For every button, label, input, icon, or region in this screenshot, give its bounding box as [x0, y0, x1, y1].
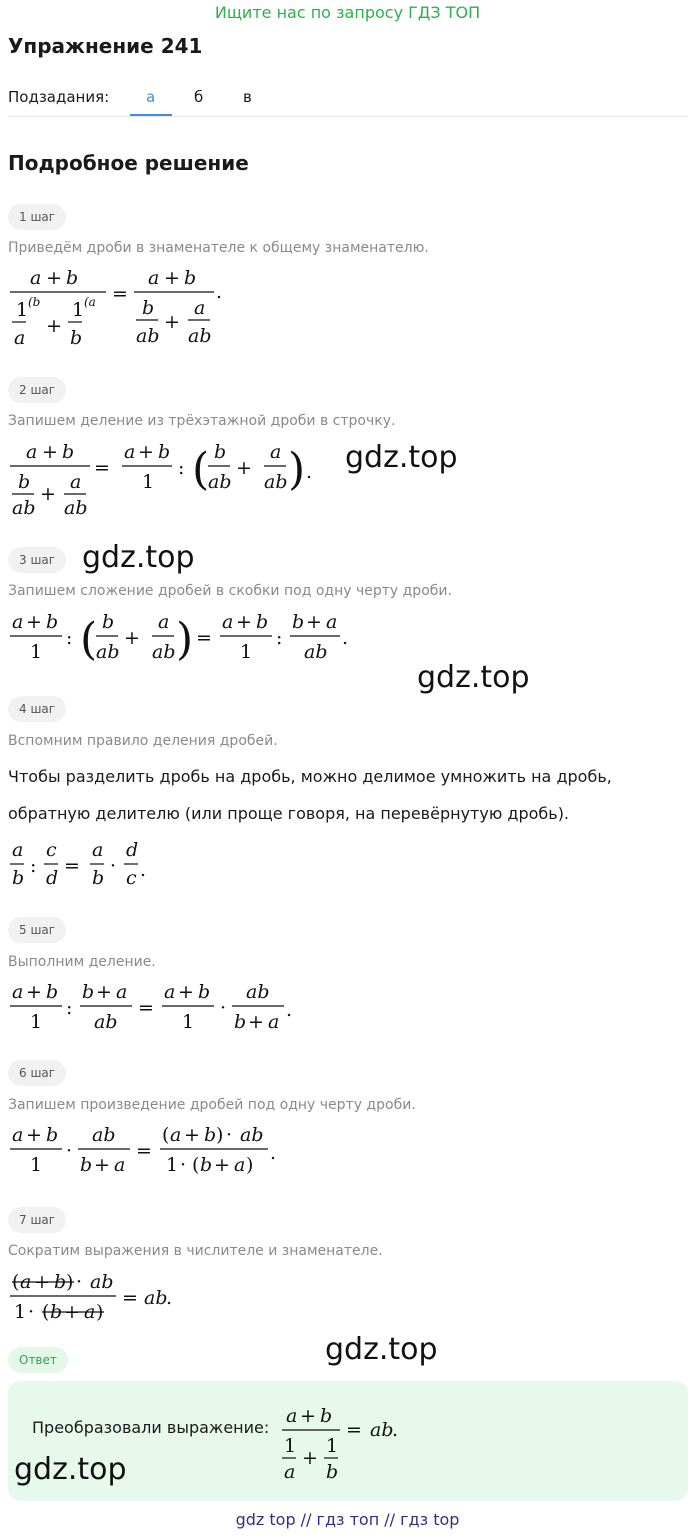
svg-text:b: b — [320, 1405, 333, 1427]
svg-text:+: + — [164, 311, 180, 333]
svg-text:+: + — [164, 267, 180, 289]
svg-text:.: . — [306, 461, 313, 483]
svg-text:b: b — [82, 981, 95, 1003]
svg-text:.: . — [286, 999, 293, 1021]
svg-text:=: = — [138, 997, 154, 1019]
step-4-formula — [8, 836, 168, 894]
svg-text:a: a — [70, 471, 82, 493]
svg-text:b: b — [158, 441, 171, 463]
svg-text:1: 1 — [14, 1301, 27, 1323]
step-7-badge: 7 шаг — [8, 1207, 66, 1233]
svg-text:1: 1 — [326, 1435, 339, 1457]
svg-text:+: + — [300, 1405, 316, 1427]
svg-text:a: a — [14, 327, 26, 349]
svg-text:b: b — [256, 611, 269, 633]
step-2-badge: 2 шаг — [8, 377, 66, 403]
step-1-text: Приведём дроби в знаменателе к общему знаменателю. — [8, 240, 429, 256]
svg-text:+: + — [26, 611, 42, 633]
svg-text:): ) — [288, 444, 306, 495]
svg-text:): ) — [216, 1124, 224, 1146]
svg-text:(b: (b — [28, 295, 41, 309]
step-3-text: Запишем сложение дробей в скобки под одну черту дроби. — [8, 583, 452, 599]
svg-text:·: · — [180, 1154, 187, 1176]
svg-text:(: ( — [42, 1301, 50, 1323]
watermark: gdz.top — [82, 540, 195, 575]
svg-text:+: + — [302, 1447, 318, 1469]
svg-text:+: + — [46, 267, 62, 289]
watermark: gdz.top — [345, 440, 458, 475]
svg-text:=: = — [112, 283, 128, 305]
svg-text:=: = — [136, 1140, 152, 1162]
svg-text:1: 1 — [30, 641, 43, 663]
svg-text:a: a — [26, 441, 38, 463]
svg-text:a: a — [326, 611, 338, 633]
svg-text:+: + — [26, 981, 42, 1003]
step-5-text: Выполним деление. — [8, 954, 156, 970]
rule-line-2: обратную делителю (или проще говоря, на перевёрнутую дробь). — [8, 804, 570, 823]
svg-text:a: a — [234, 1154, 246, 1176]
step-6-badge: 6 шаг — [8, 1060, 66, 1086]
step-7-formula — [8, 1266, 208, 1326]
svg-text:b: b — [62, 441, 75, 463]
svg-text:1: 1 — [16, 299, 29, 321]
svg-text:=: = — [196, 627, 212, 649]
svg-text:b: b — [292, 611, 305, 633]
svg-text:=: = — [346, 1419, 362, 1441]
svg-text:ab: ab — [240, 1124, 264, 1146]
svg-text:b: b — [198, 981, 211, 1003]
svg-text:a: a — [92, 839, 104, 861]
svg-text:a: a — [116, 981, 128, 1003]
svg-text:b: b — [92, 867, 105, 889]
svg-text:.: . — [166, 1287, 173, 1309]
svg-text:ab: ab — [94, 1011, 118, 1033]
svg-text:.: . — [270, 1142, 277, 1164]
svg-text:b: b — [54, 1271, 67, 1293]
answer-text: Преобразовали выражение: — [32, 1418, 270, 1437]
svg-text:+: + — [94, 1154, 110, 1176]
svg-text:a: a — [268, 1011, 280, 1033]
svg-text:b: b — [12, 867, 25, 889]
svg-text:c: c — [126, 867, 137, 889]
svg-text:b: b — [46, 1124, 59, 1146]
svg-text:a: a — [270, 441, 282, 463]
svg-text:a: a — [30, 267, 42, 289]
svg-text:+: + — [236, 457, 252, 479]
footer-links[interactable]: gdz top // гдз топ // гдз top — [235, 1510, 460, 1529]
svg-text:a: a — [12, 1124, 24, 1146]
svg-text:+: + — [96, 981, 112, 1003]
svg-text:·: · — [226, 1124, 233, 1146]
svg-text:a: a — [158, 611, 170, 633]
step-5-formula — [8, 976, 308, 1036]
svg-text:ab: ab — [12, 497, 36, 519]
svg-text:(: ( — [80, 614, 98, 665]
svg-text:·: · — [220, 997, 227, 1019]
watermark: gdz.top — [417, 660, 530, 695]
tab-subtask-v[interactable]: в — [243, 88, 252, 106]
svg-text:(: ( — [162, 1124, 170, 1146]
svg-text:+: + — [178, 981, 194, 1003]
svg-text:·: · — [66, 1140, 73, 1162]
svg-text:a: a — [284, 1461, 296, 1483]
step-4-badge: 4 шаг — [8, 696, 66, 722]
svg-text:a: a — [286, 1405, 298, 1427]
svg-text:b: b — [142, 297, 155, 319]
svg-text:=: = — [122, 1287, 138, 1309]
svg-text:a: a — [12, 839, 24, 861]
svg-text:ab: ab — [264, 471, 288, 493]
step-5-badge: 5 шаг — [8, 917, 66, 943]
svg-text:ab: ab — [152, 641, 176, 663]
svg-text:(a: (a — [84, 295, 96, 309]
step-1-badge: 1 шаг — [8, 204, 66, 230]
svg-text:ab: ab — [90, 1271, 114, 1293]
svg-text:ab: ab — [208, 471, 232, 493]
svg-text:1: 1 — [182, 1011, 195, 1033]
svg-text:+: + — [64, 1301, 80, 1323]
svg-text:a: a — [114, 1154, 126, 1176]
svg-text:a: a — [12, 981, 24, 1003]
svg-text:a: a — [194, 297, 206, 319]
tab-subtask-a[interactable]: а — [146, 88, 156, 106]
svg-text::: : — [178, 457, 185, 479]
svg-text:(: ( — [12, 1271, 20, 1293]
svg-text:a: a — [148, 267, 160, 289]
svg-text:1: 1 — [30, 1011, 43, 1033]
watermark: gdz.top — [325, 1332, 438, 1367]
svg-text:ab: ab — [370, 1419, 394, 1441]
watermark: gdz.top — [14, 1452, 127, 1487]
svg-text:): ) — [176, 614, 194, 665]
svg-text:1: 1 — [30, 1154, 43, 1176]
svg-text:.: . — [216, 281, 223, 303]
answer-badge: Ответ — [8, 1347, 68, 1373]
step-4-text: Вспомним правило деления дробей. — [8, 733, 278, 749]
svg-text:b: b — [204, 1124, 217, 1146]
svg-text:b: b — [18, 471, 31, 493]
svg-text:1: 1 — [240, 641, 253, 663]
svg-text:b: b — [46, 611, 59, 633]
svg-text:): ) — [246, 1154, 254, 1176]
svg-text:a: a — [12, 611, 24, 633]
step-6-text: Запишем произведение дробей под одну черту дроби. — [8, 1097, 416, 1113]
svg-text:b: b — [184, 267, 197, 289]
svg-text:ab: ab — [64, 497, 88, 519]
svg-text:b: b — [70, 327, 83, 349]
svg-text:+: + — [124, 627, 140, 649]
svg-text:+: + — [46, 315, 62, 337]
svg-text:b: b — [46, 981, 59, 1003]
svg-text:d: d — [46, 867, 59, 889]
svg-text:a: a — [84, 1301, 96, 1323]
svg-text:+: + — [40, 483, 56, 505]
svg-text:a: a — [170, 1124, 182, 1146]
svg-text:1: 1 — [142, 471, 155, 493]
answer-formula — [278, 1400, 418, 1482]
svg-text:+: + — [248, 1011, 264, 1033]
svg-text::: : — [276, 627, 283, 649]
svg-text:b: b — [200, 1154, 213, 1176]
svg-text:=: = — [94, 457, 110, 479]
svg-text:.: . — [342, 627, 349, 649]
svg-text:+: + — [26, 1124, 42, 1146]
svg-text:·: · — [76, 1271, 83, 1293]
svg-text::: : — [66, 627, 73, 649]
svg-text:1: 1 — [166, 1154, 179, 1176]
svg-text:(: ( — [192, 444, 210, 495]
svg-text:b: b — [80, 1154, 93, 1176]
step-6-formula — [8, 1119, 298, 1179]
svg-text:ab: ab — [136, 325, 160, 347]
search-banner[interactable]: Ищите нас по запросу ГДЗ ТОП — [214, 3, 481, 22]
step-3-badge: 3 шаг — [8, 547, 66, 573]
svg-text:=: = — [64, 855, 80, 877]
svg-text:a: a — [222, 611, 234, 633]
divider — [8, 116, 687, 117]
svg-text:(: ( — [192, 1154, 200, 1176]
section-title: Подробное решение — [8, 151, 249, 175]
svg-text:d: d — [126, 839, 139, 861]
page-title: Упражнение 241 — [8, 34, 203, 58]
svg-text:·: · — [28, 1301, 35, 1323]
svg-text:b: b — [214, 441, 227, 463]
svg-text:ab: ab — [144, 1287, 168, 1309]
svg-text:+: + — [184, 1124, 200, 1146]
svg-text:·: · — [110, 855, 117, 877]
svg-text:a: a — [164, 981, 176, 1003]
svg-text:.: . — [392, 1419, 399, 1441]
svg-text::: : — [30, 855, 37, 877]
svg-text:a: a — [124, 441, 136, 463]
svg-text:b: b — [50, 1301, 63, 1323]
step-2-text: Запишем деление из трёхэтажной дроби в строчку. — [8, 413, 396, 429]
svg-text::: : — [66, 997, 73, 1019]
svg-text:): ) — [66, 1271, 74, 1293]
svg-text:+: + — [42, 441, 58, 463]
step-3-formula — [8, 606, 368, 670]
svg-text:b: b — [66, 267, 79, 289]
svg-text:ab: ab — [246, 981, 270, 1003]
svg-text:+: + — [306, 611, 322, 633]
step-2-formula — [8, 436, 328, 520]
svg-text:ab: ab — [96, 641, 120, 663]
subtasks-label: Подзадания: — [8, 88, 110, 106]
svg-text:b: b — [102, 611, 115, 633]
svg-text:+: + — [214, 1154, 230, 1176]
svg-text:ab: ab — [188, 325, 212, 347]
svg-text:ab: ab — [92, 1124, 116, 1146]
svg-text:b: b — [326, 1461, 339, 1483]
step-7-text: Сократим выражения в числителе и знаменателе. — [8, 1243, 383, 1259]
tab-subtask-b[interactable]: б — [194, 88, 204, 106]
svg-text:ab: ab — [304, 641, 328, 663]
svg-text:a: a — [20, 1271, 32, 1293]
svg-text:.: . — [140, 859, 147, 881]
svg-text:): ) — [96, 1301, 104, 1323]
svg-text:+: + — [236, 611, 252, 633]
svg-text:1: 1 — [284, 1435, 297, 1457]
svg-text:c: c — [46, 839, 57, 861]
svg-text:+: + — [34, 1271, 50, 1293]
svg-text:1: 1 — [72, 299, 85, 321]
svg-text:b: b — [234, 1011, 247, 1033]
svg-text:+: + — [138, 441, 154, 463]
step-1-formula — [8, 262, 248, 352]
rule-line-1: Чтобы разделить дробь на дробь, можно делимое умножить на дробь, — [8, 767, 612, 786]
